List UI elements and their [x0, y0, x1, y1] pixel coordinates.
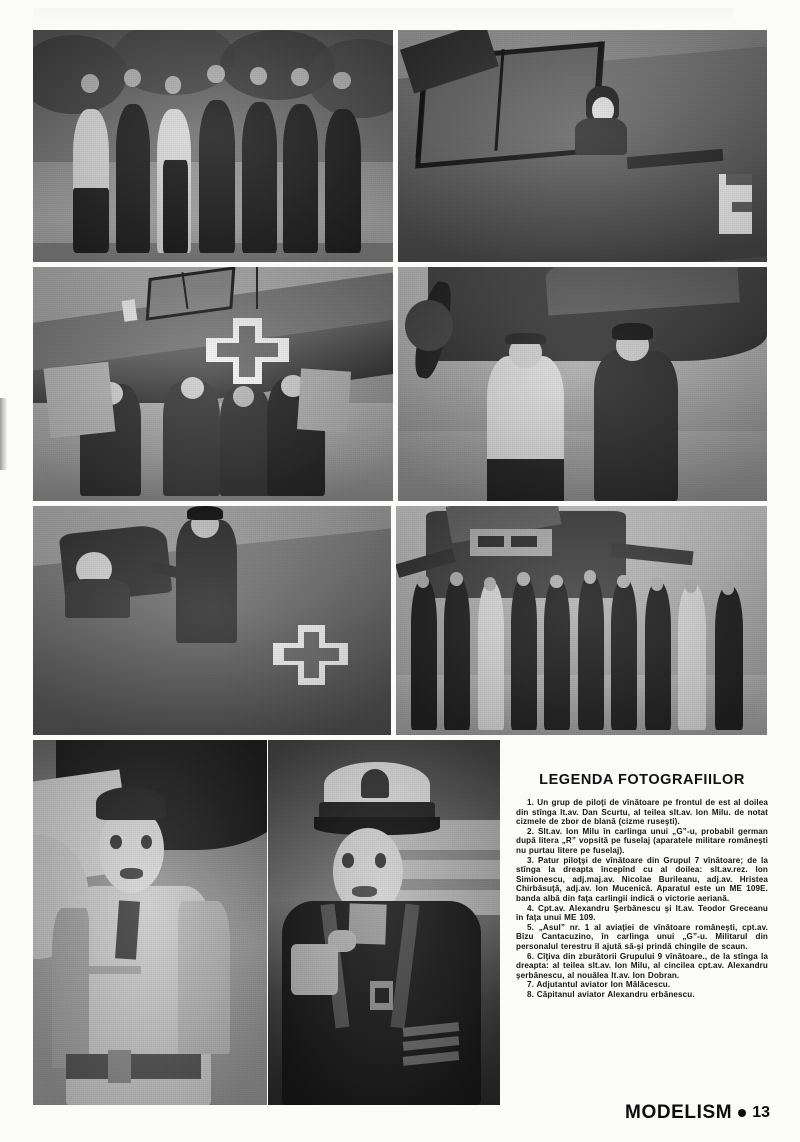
- legend-item-5: 5. „Asul” nr. 1 al aviaţiei de vînătoare româneşti, cpt.av. Bîzu Cantacuzino, în carlinga unui „G”-u. Militarul din personalul terestru îl ajută să-şi prindă chingile de scaun.: [516, 922, 768, 951]
- scan-edge-artifact-top: [33, 8, 733, 24]
- legend-item-1: 1. Un grup de piloţi de vînătoare pe frontul de est al doilea din stînga lt.av. Dan Scurtu, al teilea slt.av. Ion Milu. de notat cizmele de zbor de blană (cizme ruseşti).: [516, 798, 768, 827]
- legend-photo-captions: [516, 772, 768, 1072]
- photo-4-two-officers-in-front-of-me109: [398, 267, 767, 501]
- photo-5-ace-in-cockpit-with-ground-crew: [33, 506, 391, 735]
- legend-item-4: 4. Cpt.av. Alexandru Şerbănescu şi lt.av. Teodor Greceanu în faţa unui ME 109.: [516, 903, 768, 923]
- photo-1-group-of-pilots: [33, 30, 393, 262]
- legend-heading: LEGENDA FOTOGRAFIILOR: [539, 772, 745, 788]
- legend-list: [516, 798, 768, 999]
- legend-item-3: 3. Patur piloţşi de vînătoare din Grupul 7 vînătoare; de la stînga la dreapta începînd cu al doilea: slt.av.rez. Ion Simionescu, adj.maj.av. Nicolae Burileanu, adj.av. Hristea Chirbăsuţă, adj.av. Ion Mucenică. Aparatul este un ME 109E. banda albă din faţa carlingii indică o victorie aeriană.: [516, 855, 768, 903]
- legend-item-6: 6. Cîţiva din zburătorii Grupului 9 vînătoare., de la stînga la dreapta: al teilea slt.av. Ion Milu, al cincilea cpt.av. Alexandru şerbănescu, al nouălea lt.av. Ion Dobran.: [516, 951, 768, 980]
- photo-2-pilot-in-cockpit: [398, 30, 767, 262]
- scan-edge-artifact-left: [0, 398, 7, 470]
- page-footer: [625, 1102, 770, 1124]
- magazine-brand: MODELISM: [625, 1102, 733, 1123]
- photo-3-four-pilots-with-bf109e: [33, 267, 393, 501]
- legend-item-7: 7. Adjutantul aviator Ion Mălăcescu.: [527, 980, 671, 990]
- legend-item-8: 8. Căpitanul aviator Alexandru erbănescu.: [527, 989, 695, 999]
- photo-6-group9-pilots-lineup: [396, 506, 767, 735]
- legend-item-2: 2. Slt.av. Ion Milu în carlinga unui „G”-u, probabil german după litera „R” vopsită pe fuselaj (aparatele militare româneşti nu purtau litere pe fuselaj).: [516, 826, 768, 855]
- photo-8-portrait-alexandru-serbanescu: [268, 740, 500, 1105]
- page-number: 13: [752, 1104, 770, 1121]
- bullet-separator-icon: [738, 1109, 746, 1117]
- photo-7-portrait-ion-malacescu: [33, 740, 267, 1105]
